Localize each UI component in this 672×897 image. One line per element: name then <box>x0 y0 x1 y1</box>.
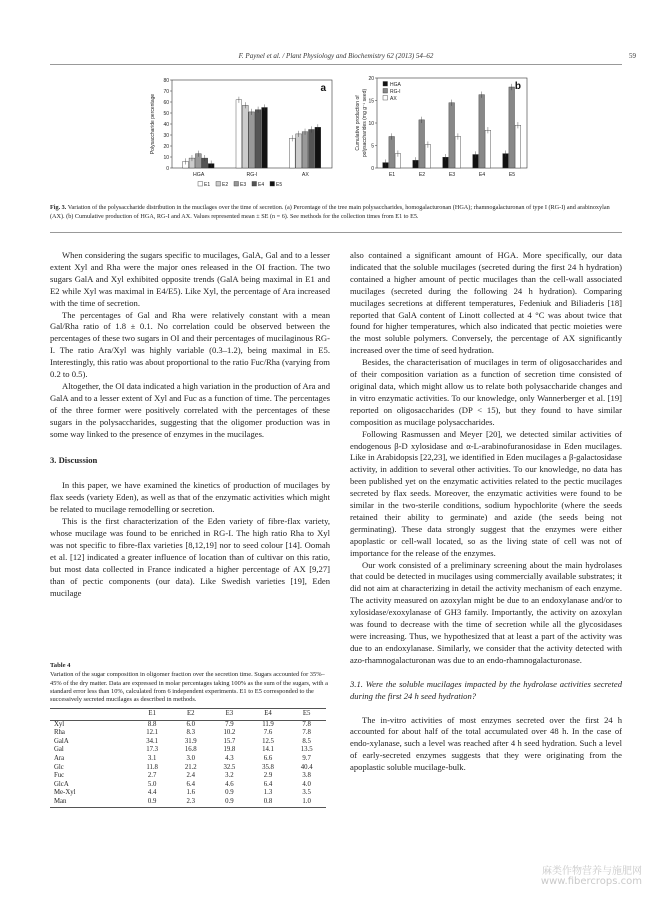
table-cell: 15.7 <box>223 737 236 745</box>
table-cell: 12.5 <box>262 737 274 745</box>
table-cell: 8.3 <box>186 729 196 737</box>
bar <box>289 138 295 168</box>
table-title: Table 4 <box>50 662 71 669</box>
bar <box>309 130 315 169</box>
panel-letter: b <box>514 81 521 92</box>
table-row <box>50 746 326 755</box>
y-tick-label: 50 <box>163 111 169 117</box>
table-cell: 7.8 <box>302 720 311 728</box>
table-cell: Me-Xyl <box>54 789 76 797</box>
x-tick-label: E3 <box>448 172 456 178</box>
table-cell: 4.3 <box>225 755 234 762</box>
y-tick-label: 20 <box>163 144 169 150</box>
table-cell: 2.9 <box>263 772 273 780</box>
table-cell: 19.8 <box>223 746 236 754</box>
panel-letter: a <box>320 83 326 94</box>
x-tick-label: HGA <box>193 172 205 178</box>
table-cell: 2.7 <box>147 772 157 780</box>
legend-label: E5 <box>276 182 283 188</box>
bar <box>302 132 308 168</box>
table-cell: 21.2 <box>184 763 197 771</box>
x-tick-label: E1 <box>388 172 396 178</box>
table-cell: 11.9 <box>262 720 274 728</box>
legend-label: RG-I <box>390 89 401 95</box>
x-tick-label: E4 <box>478 172 486 178</box>
bar <box>262 108 268 169</box>
subsection-heading: 3.1. Were the soluble mucilages impacted by the hydrolase activities secreted during the first 24 h seed hydration? <box>350 678 622 701</box>
table-header-cell <box>50 709 133 720</box>
table-cell: 8.5 <box>302 737 311 745</box>
table-row <box>50 738 326 747</box>
bar <box>479 95 485 168</box>
paragraph: This is the first characterization of the Eden variety of fibre-flax variety, whose mucilage was found to be enriched in RG-I. The high ratio Rha to Xyl was not specific to fibre-flax varieties [8,12,19] nor to seed colour [14]. Oomah et al. [12] indicated a greater influence of location than of cultivar on this ratio, but most data collected in France indicated a higher percentage of AX [9,27] than of pectic components (our data). Like Swedish varieties [19], Eden mucilage <box>50 516 330 598</box>
chart-panel-a <box>140 74 340 194</box>
y-tick-label: 10 <box>163 155 169 161</box>
bar <box>236 100 242 168</box>
paragraph: In this paper, we have examined the kinetics of production of mucilages by flax seeds (variety Eden), as well as that of the enzymatic activities which might be related to mucilage remodelling or secretion. <box>50 480 330 515</box>
x-tick-label: RG-I <box>246 172 258 178</box>
table-cell: 7.8 <box>302 729 311 737</box>
table-cell: 6.6 <box>263 755 273 762</box>
bar <box>515 125 521 168</box>
table-cell: 1.3 <box>263 789 273 797</box>
table-cell: Man <box>50 798 133 807</box>
legend-swatch <box>383 82 388 87</box>
table-cell: 8.8 <box>147 720 157 728</box>
table-cell: Gal <box>54 746 64 754</box>
legend-swatch <box>216 182 221 187</box>
table-cell: Xyl <box>54 720 65 728</box>
figure-caption <box>50 204 622 221</box>
legend-swatch <box>383 96 388 101</box>
watermark-cn: 麻类作物营养与施肥网 <box>542 866 642 877</box>
table-cell: 3.5 <box>302 789 311 797</box>
table-header-cell: E4 <box>249 709 288 720</box>
bar <box>249 112 255 168</box>
legend-swatch <box>270 182 275 187</box>
x-tick-label: E2 <box>418 172 426 178</box>
table-4 <box>50 662 330 808</box>
bar <box>255 110 261 168</box>
page-number: 59 <box>629 52 636 60</box>
paragraph: Our work consisted of a preliminary screening about the main hydrolases that could be detected in mucilages using commercially available substrates; it did not aim at characterizing in detail the activity mechanism of each enzyme. The activity measured on azoxylan might be due to an endoxylanase and/or to xylosidase/exoxylanase of GH3 family. Importantly, the activity on azoxylan was found to decrease with the time of secretion while all the glycosidases were increasing. Thus, we hypothesized that at least a part of the activity was due to an endoxylanase. Similarly, we consider that the activity detected with azo-rhamnogalacturonan was due to an endo-rhamnogalacturonase. <box>350 559 622 665</box>
table-cell: 1.6 <box>186 789 196 797</box>
x-tick-label: AX <box>301 172 309 178</box>
caption-rule <box>50 232 622 233</box>
table-cell: Glc <box>54 763 64 771</box>
table-cell: GalA <box>54 737 69 745</box>
table-header-cell: E3 <box>210 709 249 720</box>
bar <box>315 127 321 168</box>
bar <box>485 130 491 168</box>
table-cell: 9.7 <box>302 755 311 762</box>
table-cell: 5.0 <box>147 780 157 788</box>
paragraph: The in-vitro activities of most enzymes secreted over the first 24 h accounted for about half of the total accumulated over 48 h. In the case of endo-xylanase, such a level was reached after 4 h seed hydration. Such a level of early-secreted enzymes suggests that they were originating from the apoplastic soluble mucilage-bulk. <box>350 714 622 773</box>
table-row <box>50 772 326 781</box>
running-header: F. Paynel et al. / Plant Physiology and Biochemistry 62 (2013) 54–62 <box>238 52 434 60</box>
section-heading: 3. Discussion <box>50 454 98 465</box>
bar <box>455 137 461 169</box>
table-cell: Ara <box>54 755 65 762</box>
table-row <box>50 729 326 738</box>
legend-swatch <box>198 182 203 187</box>
paragraph: When considering the sugars specific to mucilages, GalA, Gal and to a lesser extent Xyl and Rha were the major ones released in the OI fraction. The two sugars GalA and Xyl exhibited opposite trends (GalA being maximal in E1 and E2 while Xyl was maximal in E4/E5). Like Xyl, the percentage of Ara increased with the time of secretion. <box>50 250 330 308</box>
paragraph: The percentages of Gal and Rha were relatively constant with a mean Gal/Rha ratio of 1.8 ± 0.1. No correlation could be observed between the percentages of these two sugars in OI and their percentages of mucilaginous RG-I. The ratio Ara/Xyl was highly variable (0.3–1.2), being maximal in E5. Interestingly, this ratio was about proportional to the ratio Fuc/Rha (varying from 0.2 to 0.5). <box>50 309 330 380</box>
legend-label: E2 <box>222 182 229 188</box>
table-cell: 3.8 <box>302 772 311 780</box>
figure-caption-text: Variation of the polysaccharide distribution in the mucilages over the time of secretion. (a) Percentage of the tree main polysaccharides, homogalacturonan (HGA); rhamnogalacturonan of type I (RG-I) and arabinoxylan (AX). (b) Cumulative production of HGA, RG-I and AX. Values represented mean ± SE (n = 6). See methods for the collection times from E1 to E5. <box>50 204 610 220</box>
table-cell: 3.2 <box>225 772 234 780</box>
chart-panel-b <box>345 74 535 194</box>
y-tick-label: 40 <box>163 122 169 128</box>
y-tick-label: 0 <box>371 166 374 172</box>
y-axis-label: Polysaccharide percentage <box>150 93 156 155</box>
y-tick-label: 80 <box>163 78 169 84</box>
y-tick-label: 60 <box>163 100 169 106</box>
table-cell: Rha <box>54 729 65 737</box>
table-cell: 40.4 <box>300 763 313 771</box>
table-cell: 3.0 <box>186 755 196 762</box>
right-column <box>350 250 622 774</box>
y-tick-label: 70 <box>163 89 169 95</box>
figure-caption-label: Fig. 3. <box>50 204 67 211</box>
table-cell: 13.5 <box>300 746 313 754</box>
left-column <box>50 250 330 599</box>
table-row <box>50 720 326 729</box>
bar <box>389 137 395 169</box>
table-cell: 10.2 <box>223 729 236 737</box>
table-cell: 32.5 <box>223 763 236 771</box>
bar <box>296 134 302 168</box>
table-cell: 4.0 <box>302 780 311 788</box>
table-row <box>50 764 326 773</box>
bar <box>425 145 431 168</box>
y-tick-label: 0 <box>166 166 169 172</box>
table-row <box>50 798 326 807</box>
table-header-cell: E5 <box>287 709 326 720</box>
paragraph: Altogether, the OI data indicated a high variation in the production of Ara and GalA and to a lesser extent of Xyl and Fuc as a function of time. The percentages of the three former were positively correlated with the percentages of these sugars in the polysaccharides, suggesting that the oligomer production was in some way linked to the presence of enzymes in the mucilages. <box>50 380 330 439</box>
table-cell: 2.3 <box>171 798 210 807</box>
table-cell: 14.1 <box>262 746 274 754</box>
bar <box>242 105 248 168</box>
table-cell: 6.0 <box>186 720 196 728</box>
y-tick-label: 5 <box>371 143 374 150</box>
table-header-cell: E1 <box>133 709 172 720</box>
table-cell: 0.9 <box>225 789 234 797</box>
table-cell: 17.3 <box>146 746 159 754</box>
table-cell: 34.1 <box>146 737 159 745</box>
table-cell: 0.9 <box>210 798 249 807</box>
y-axis-label: Cumulative production of <box>355 95 361 151</box>
table-cell: 0.8 <box>249 798 288 807</box>
table-cell: 6.4 <box>263 780 273 788</box>
table-cell: 2.4 <box>186 772 196 780</box>
x-tick-label: E5 <box>508 172 516 178</box>
table-cell: 6.4 <box>186 780 196 788</box>
header-rule <box>50 64 622 65</box>
table-row <box>50 781 326 790</box>
table-caption: Variation of the sugar composition in oligomer fraction over the secretion time. Sugars accounted for 35%–45% of the dry matter. Data are expressed in molar percentages taking 100% as the sum of the sugars, with a standard error less than 10%, calculated from 6 independent experiments. E1 to E5 corresponded to the successively secreted mucilages as described in methods. <box>50 671 328 704</box>
table-cell: 7.6 <box>263 729 273 737</box>
table-cell: 3.1 <box>147 755 157 762</box>
legend-label: AX <box>390 96 397 102</box>
bar <box>509 87 515 168</box>
paragraph: Following Rasmussen and Meyer [20], we detected similar activities of endogenous β-D xylosidase and α-L-arabinofuranosidase in Eden mucilages. Like in Arabidopsis [22,23], we identified in Eden mucilages a β-galactosidase activity, in addition to several other activities. To our knowledge, no data has been published yet on the enzymatic activities related to the pectic mucilages secreted by flax seeds. Moreover, the enzymatic activities were found to be similar in the two-sterile conditions, sodium hypochlorite (where the seeds retained their ability to germinate) and azide (the seeds being not germinating). These data strongly suggest that the enzymes were either apoplastic or cell-wall located, so as the living state of cell was not of importance for the release of the enzymes. <box>350 428 622 558</box>
table-cell: 16.8 <box>184 746 197 754</box>
bar <box>419 120 425 168</box>
legend-label: E1 <box>204 182 211 188</box>
table-header-cell: E2 <box>171 709 210 720</box>
legend-label: E4 <box>258 182 265 188</box>
y-tick-label: 15 <box>368 98 374 105</box>
table-cell: 35.8 <box>262 763 274 771</box>
legend-swatch <box>252 182 257 187</box>
sugar-composition-table <box>50 708 326 807</box>
legend-label: E3 <box>240 182 247 188</box>
table-cell: 0.9 <box>133 798 172 807</box>
table-cell: 31.9 <box>184 737 197 745</box>
y-tick-label: 20 <box>368 76 374 82</box>
paragraph: also contained a significant amount of HGA. More specifically, our data indicated that the soluble mucilages (secreted during the first 24 h hydration) contained a higher amount of pectic mucilages than the cell-wall associated mucilages (secreted during the following 24 h hydration). Comparing mucilages secretions at different temperatures, Fedeniuk and Biliaderis [18] reported that GalA content of Linott collected at 4 °C was about twice that found for higher temperatures, which also indicated that pectic moieties were the most soluble polymers. Conversely, the percentage of AX significantly increased over the time of seed hydration. <box>350 250 622 356</box>
bar <box>449 103 455 168</box>
table-cell: 11.8 <box>146 763 158 771</box>
watermark-url: www.fibercrops.com <box>540 876 642 887</box>
table-cell: 7.9 <box>225 720 234 728</box>
paragraph: Besides, the characterisation of mucilages in term of oligosaccharides and of their composition variation as a function of secretion time consisted of original data, which might allow us to relate both polysaccharide changes and in vitro enzymatic activities. To our knowledge, only Wannerberger et al. [19] reported on oligosaccharides (DP < 15), but they found to have similar composition as mucilage polysaccharides. <box>350 357 622 427</box>
table-row <box>50 789 326 798</box>
table-cell: 12.1 <box>146 729 159 737</box>
legend-swatch <box>234 182 239 187</box>
table-cell: 4.6 <box>225 780 234 788</box>
table-row <box>50 755 326 764</box>
legend-swatch <box>383 89 388 94</box>
table-cell: 4.4 <box>147 789 157 797</box>
y-axis-label: polysaccharides (mg g⁻¹ seed) <box>362 88 368 158</box>
table-cell: Fuc <box>54 772 65 780</box>
table-cell: GlcA <box>54 780 69 788</box>
table-cell: 1.0 <box>287 798 326 807</box>
legend-label: HGA <box>390 82 401 88</box>
y-tick-label: 10 <box>368 121 374 127</box>
y-tick-label: 30 <box>163 133 169 139</box>
